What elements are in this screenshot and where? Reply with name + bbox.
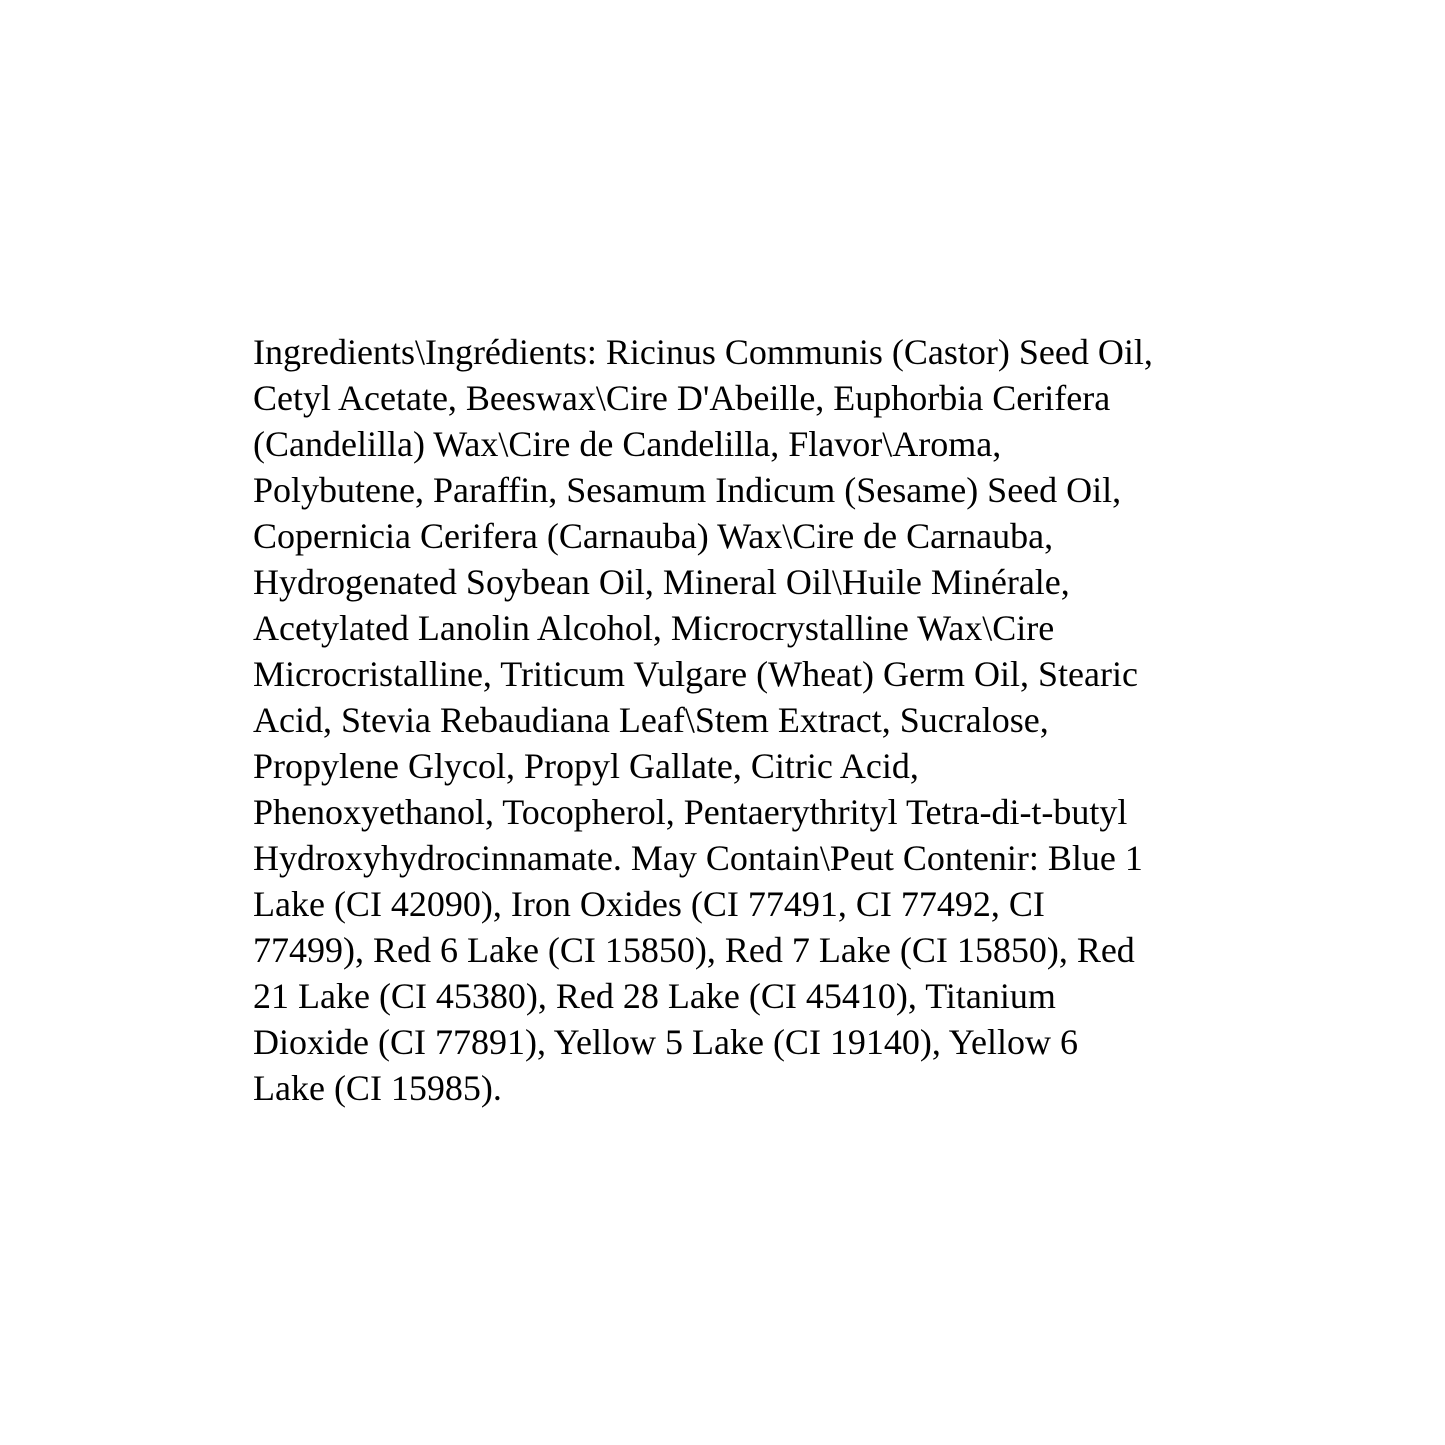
ingredients-line: Propylene Glycol, Propyl Gallate, Citric Acid, — [253, 746, 919, 786]
ingredients-line: Copernicia Cerifera (Carnauba) Wax\Cire de Carnauba, — [253, 516, 1054, 556]
ingredients-line: Acetylated Lanolin Alcohol, Microcrystalline Wax\Cire — [253, 608, 1055, 648]
ingredients-line: Microcristalline, Triticum Vulgare (Wheat) Germ Oil, Stearic — [253, 654, 1138, 694]
ingredients-line: Cetyl Acetate, Beeswax\Cire D'Abeille, Euphorbia Cerifera — [253, 378, 1111, 418]
ingredients-line: 21 Lake (CI 45380), Red 28 Lake (CI 45410), Titanium — [253, 976, 1056, 1016]
ingredients-line: Ingredients\Ingrédients: Ricinus Communis (Castor) Seed Oil, — [253, 332, 1153, 372]
ingredients-line: Dioxide (CI 77891), Yellow 5 Lake (CI 19140), Yellow 6 — [253, 1022, 1078, 1062]
ingredients-line: Hydrogenated Soybean Oil, Mineral Oil\Huile Minérale, — [253, 562, 1070, 602]
ingredients-line: Hydroxyhydrocinnamate. May Contain\Peut Contenir: Blue 1 — [253, 838, 1143, 878]
ingredients-line: (Candelilla) Wax\Cire de Candelilla, Flavor\Aroma, — [253, 424, 1002, 464]
ingredients-line: Acid, Stevia Rebaudiana Leaf\Stem Extract, Sucralose, — [253, 700, 1049, 740]
ingredients-line: 77499), Red 6 Lake (CI 15850), Red 7 Lake (CI 15850), Red — [253, 930, 1135, 970]
ingredients-paragraph — [253, 329, 1253, 1111]
ingredients-line: Phenoxyethanol, Tocopherol, Pentaerythrityl Tetra-di-t-butyl — [253, 792, 1128, 832]
ingredients-line: Polybutene, Paraffin, Sesamum Indicum (Sesame) Seed Oil, — [253, 470, 1122, 510]
ingredients-line: Lake (CI 15985). — [253, 1068, 502, 1108]
ingredients-line: Lake (CI 42090), Iron Oxides (CI 77491, CI 77492, CI — [253, 884, 1045, 924]
